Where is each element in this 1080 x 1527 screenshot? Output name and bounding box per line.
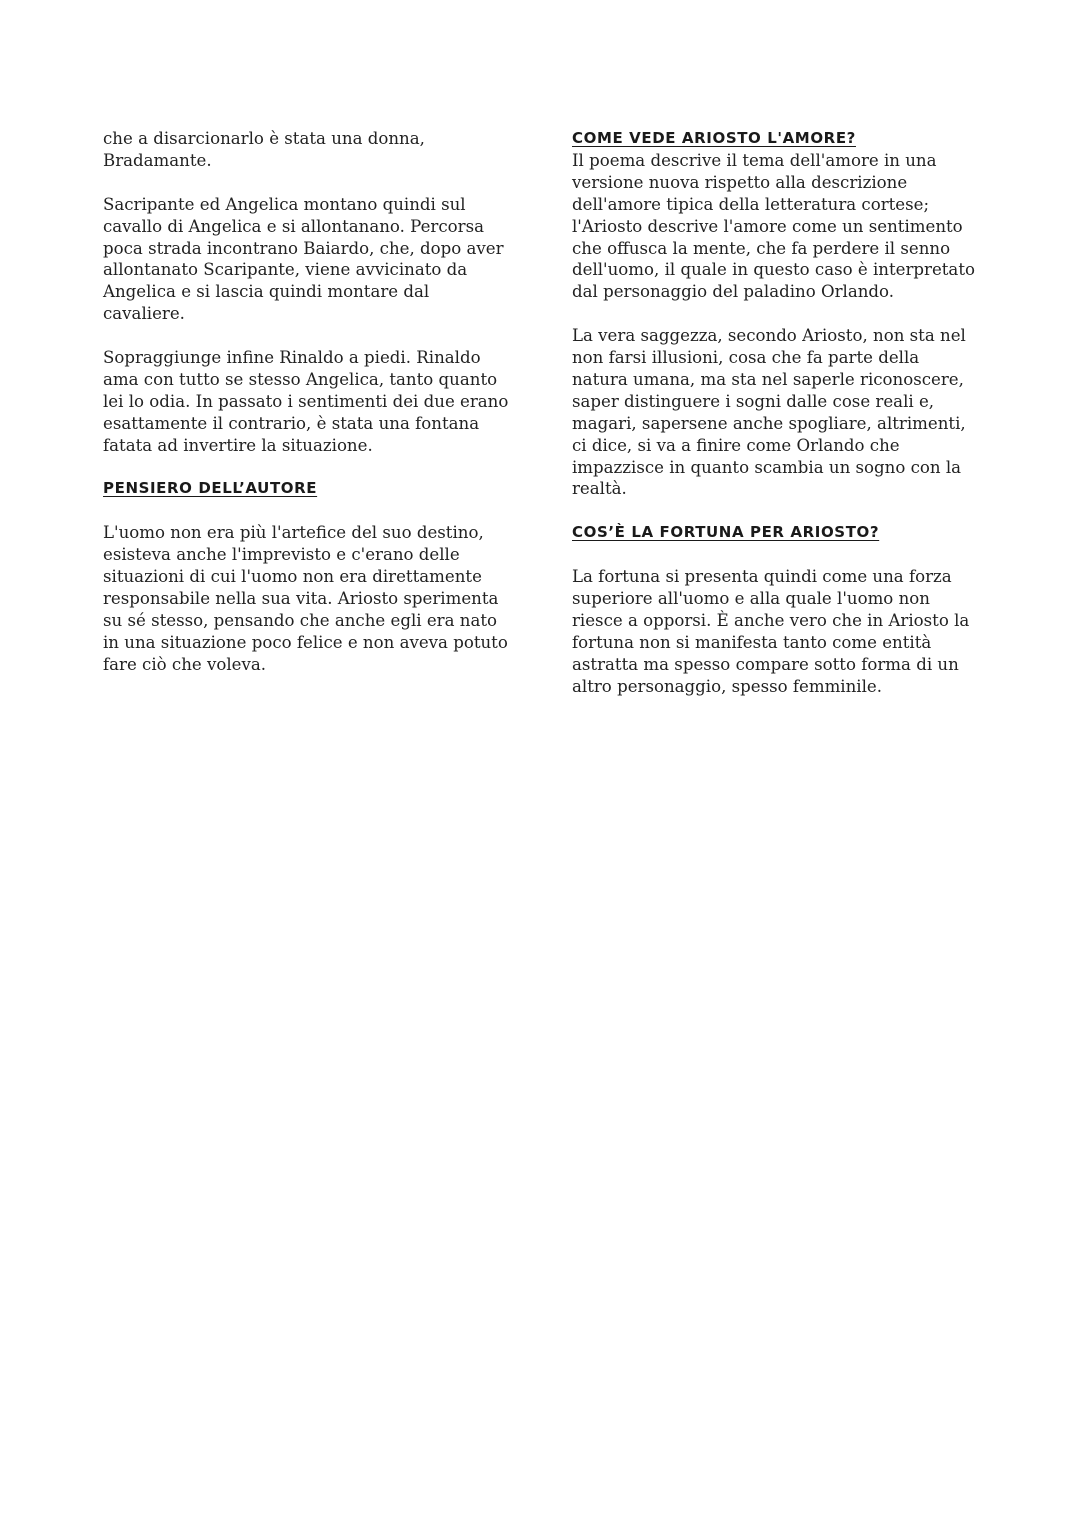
paragraph-sacripante-angelica: Sacripante ed Angelica montano quindi sul cavallo di Angelica e si allontanano. Percorsa poca strada incontrano Baiardo, che, dopo aver allontanato Scaripante, viene avvicinato da Angelica e si lascia quindi montare dal cavaliere. <box>103 194 504 324</box>
heading-fortuna: COS’È LA FORTUNA PER ARIOSTO? <box>572 523 880 542</box>
heading-pensiero-autore: PENSIERO DELL’AUTORE <box>103 479 318 498</box>
heading-amore: COME VEDE ARIOSTO L'AMORE? <box>572 129 856 147</box>
right-column <box>572 128 982 719</box>
paragraph-rinaldo: Sopraggiunge infine Rinaldo a piedi. Rinaldo ama con tutto se stesso Angelica, tanto quanto lei lo odia. In passato i sentimenti dei due erano esattamente il contrario, è stata una fontana fatata ad invertire la situazione. <box>103 348 509 455</box>
paragraph-pensiero-autore: L'uomo non era più l'artefice del suo destino, esisteva anche l'imprevisto e c'erano delle situazioni di cui l'uomo non era direttamente responsabile nella sua vita. Ariosto sperimenta su sé stesso, pensando che anche egli era nato in una situazione poco felice e non aveva potuto fare ciò che voleva. <box>103 523 508 674</box>
paragraph-saggezza: La vera saggezza, secondo Ariosto, non sta nel non farsi illusioni, cosa che fa parte della natura umana, ma sta nel saperle riconoscere, saper distinguere i sogni dalle cose reali e, magari, sapersene anche spogliare, altrimenti, ci dice, si va a finire come Orlando che impazzisce in quanto scambia un sogno con la realtà. <box>572 326 966 499</box>
paragraph-bradamante: che a disarcionarlo è stata una donna, Bradamante. <box>103 129 425 170</box>
left-column <box>103 128 523 697</box>
paragraph-fortuna: La fortuna si presenta quindi come una forza superiore all'uomo e alla quale l'uomo non riesce a opporsi. È anche vero che in Ariosto la fortuna non si manifesta tanto come entità astratta ma spesso compare sotto forma di un altro personaggio, spesso femminile. <box>572 567 970 696</box>
paragraph-amore: Il poema descrive il tema dell'amore in una versione nuova rispetto alla descrizione dell'amore tipica della letteratura cortese; l'Ariosto descrive l'amore come un sentimento che offusca la mente, che fa perdere il senno dell'uomo, il quale in questo caso è interpretato dal personaggio del paladino Orlando. <box>572 150 975 302</box>
